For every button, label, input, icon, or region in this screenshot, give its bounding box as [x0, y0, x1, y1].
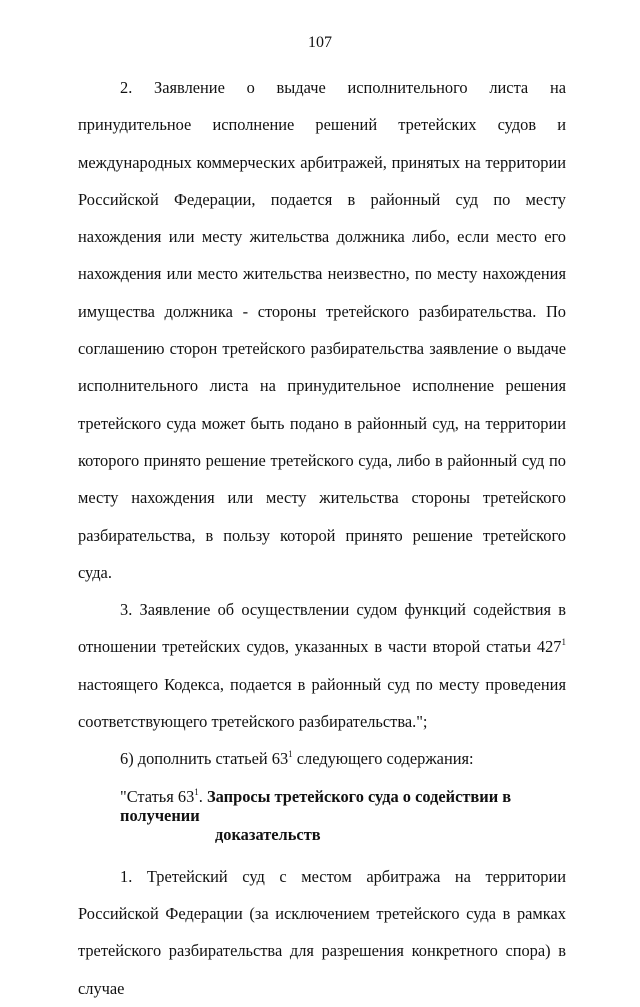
- paragraph-item-3-text: 3. Заявление об осуществлении судом функций содействия в отношении третейских судов, указанных в части второй статьи 427: [78, 600, 566, 657]
- superscript: 1: [194, 786, 199, 797]
- paragraph-item-2: 2. Заявление о выдаче исполнительного листа на принудительное исполнение решений третейских судов и международных коммерческих арбитражей, принятых на территории Российской Федерации, подается в районный суд по месту нахождения или месту жительства должника либо, если место его нахождения или место жительства неизвестно, по месту нахождения имущества должника - стороны третейского разбирательства. По соглашению сторон третейского разбирательства заявление о выдаче исполнительного листа на принудительное исполнение решения третейского суда может быть подано в районный суд, на территории которого принято решение третейского суда, либо в районный суд по месту нахождения или месту жительства стороны третейского разбирательства, в пользу которой принято решение третейского суда.: [78, 78, 566, 582]
- amendment-item-6: [78, 740, 566, 777]
- superscript: 1: [561, 637, 566, 648]
- superscript: 1: [288, 749, 293, 760]
- amendment-item-6-text: 6) дополнить статьей 63: [120, 749, 289, 769]
- document-body: [78, 69, 566, 1007]
- paragraph-item-3: [78, 591, 566, 740]
- page-number: 107: [308, 34, 332, 51]
- article-heading: [78, 787, 566, 844]
- article-paragraph-1: 1. Третейский суд с местом арбитража на территории Российской Федерации (за исключением третейского суда в рамках третейского разбирательства для разрешения конкретного спора) в случае: [78, 866, 566, 998]
- paragraph-item-3-text-cont: настоящего Кодекса, подается в районный суд по месту проведения соответствующего третейского разбирательства.";: [78, 674, 566, 732]
- article-title: Запросы третейского суда о содействии в получении: [120, 786, 512, 825]
- article-number: "Статья $63^1$.: [120, 786, 207, 806]
- article-title-line2: доказательств: [215, 824, 321, 844]
- amendment-item-6-text-cont: следующего содержания:: [292, 749, 474, 769]
